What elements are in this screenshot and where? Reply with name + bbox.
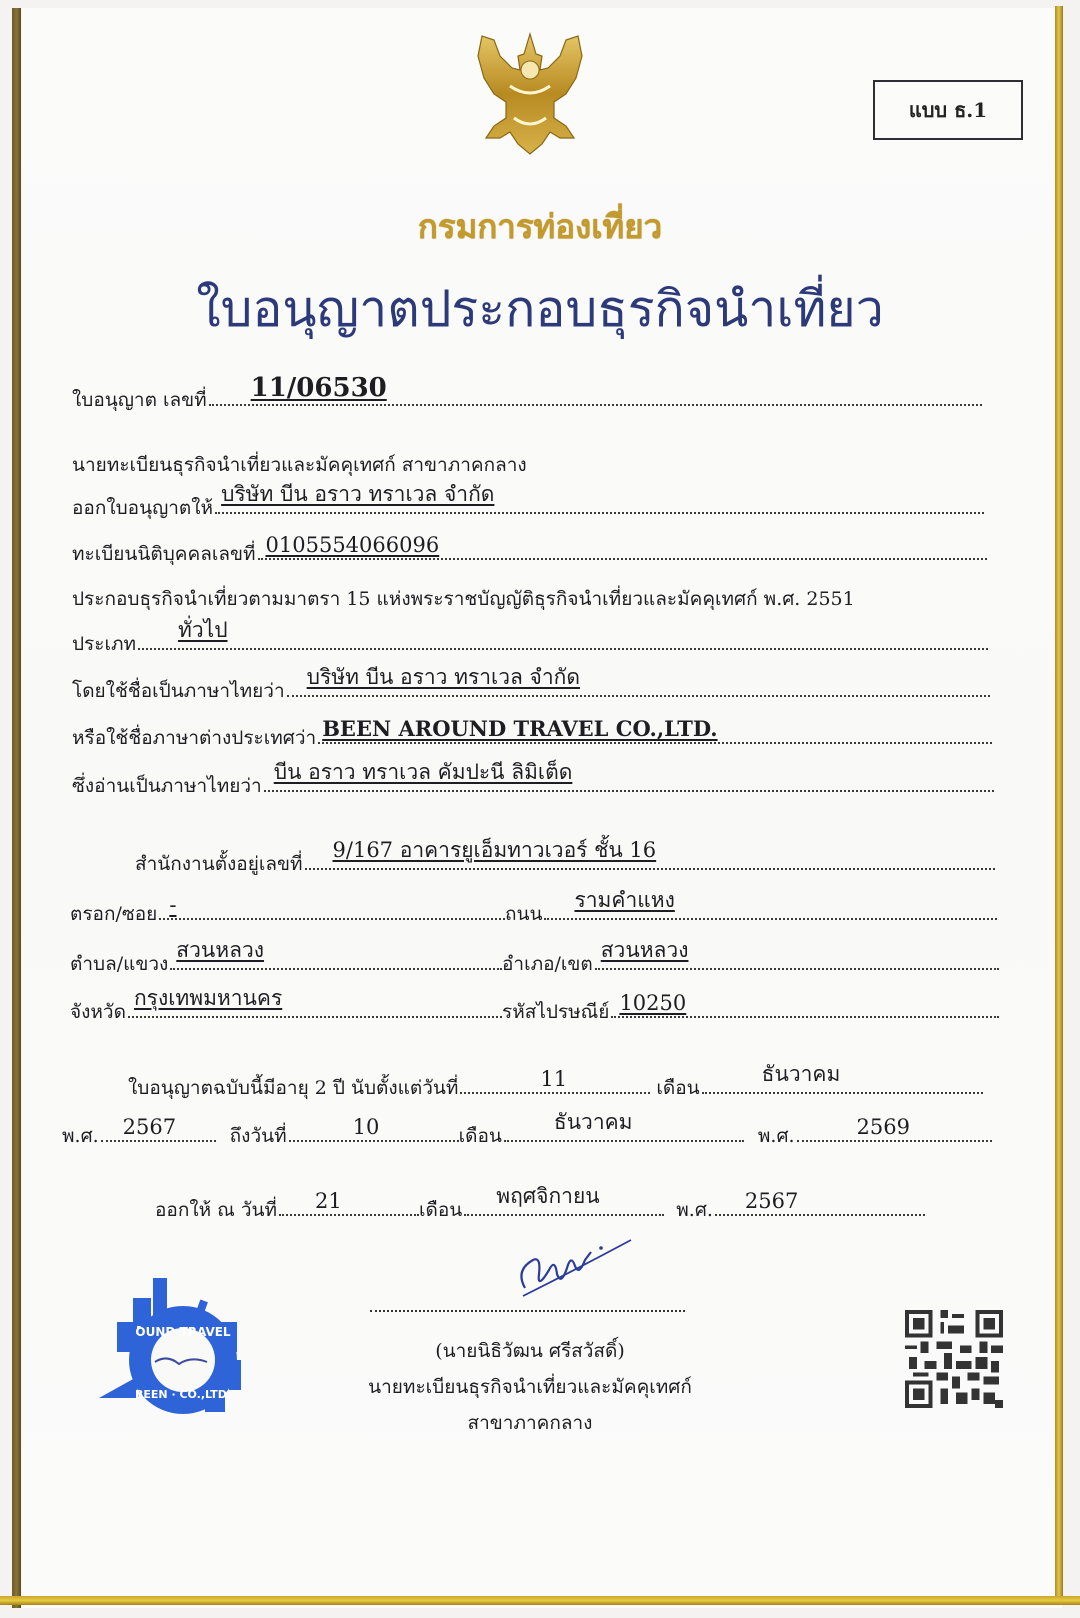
soi-row bbox=[70, 893, 505, 929]
office-value: 9/167 อาคารยูเอ็มทาวเวอร์ ชั้น 16 bbox=[332, 838, 657, 862]
issued-month: พฤศจิกายน bbox=[496, 1184, 600, 1208]
company-stamp-icon bbox=[95, 1270, 265, 1420]
issued-year: 2567 bbox=[744, 1189, 799, 1213]
issued-date-row bbox=[155, 1184, 925, 1225]
province-label: จังหวัด bbox=[70, 1001, 126, 1023]
soi-label: ตรอก/ซอย bbox=[70, 903, 158, 925]
signatory-branch: สาขาภาคกลาง bbox=[467, 1412, 593, 1434]
from-month: ธันวาคม bbox=[761, 1062, 841, 1086]
issued-label: ออกให้ ณ วันที่ bbox=[155, 1199, 278, 1221]
signature-mark bbox=[505, 1230, 635, 1300]
act-line bbox=[72, 584, 855, 614]
issued-month-label: เดือน bbox=[419, 1199, 463, 1221]
province-row bbox=[70, 986, 502, 1027]
issued-to-value: บริษัท บีน อราว ทราเวล จำกัด bbox=[221, 482, 495, 506]
to-year-label: พ.ศ. bbox=[757, 1125, 795, 1147]
to-month: ธันวาคม bbox=[553, 1110, 633, 1134]
validity-row-1 bbox=[128, 1062, 983, 1103]
road-label: ถนน bbox=[505, 903, 543, 925]
district-value: สวนหลวง bbox=[600, 938, 689, 962]
reading-label: ซึ่งอ่านเป็นภาษาไทยว่า bbox=[72, 775, 262, 797]
province-value: กรุงเทพมหานคร bbox=[133, 986, 283, 1010]
subdistrict-value: สวนหลวง bbox=[176, 938, 265, 962]
qr-code-icon bbox=[905, 1310, 1003, 1408]
office-row bbox=[135, 838, 995, 879]
license-no-value: 11/06530 bbox=[250, 373, 387, 403]
from-day: 11 bbox=[540, 1067, 568, 1091]
district-label: อำเภอ/เขต bbox=[502, 953, 593, 975]
to-day: 10 bbox=[352, 1115, 380, 1139]
from-year-label: พ.ศ. bbox=[62, 1125, 99, 1147]
thai-name-value: บริษัท บีน อราว ทราเวล จำกัด bbox=[306, 665, 580, 689]
thai-name-row bbox=[72, 665, 990, 706]
road-row bbox=[505, 888, 997, 929]
juristic-no-value: 0105554066096 bbox=[265, 533, 440, 557]
signatory-position: นายทะเบียนธุรกิจนำเที่ยวและมัคคุเทศก์ bbox=[368, 1376, 692, 1398]
validity-intro: ใบอนุญาตฉบับนี้มีอายุ 2 ปี นับตั้งแต่วันที่ bbox=[128, 1077, 459, 1099]
signature-line bbox=[370, 1310, 685, 1312]
validity-row-2 bbox=[62, 1110, 992, 1151]
to-day-label: ถึงวันที่ bbox=[229, 1125, 287, 1147]
type-value: ทั่วไป bbox=[178, 618, 228, 642]
license-no-row bbox=[72, 373, 982, 415]
foreign-name-value: BEEN AROUND TRAVEL CO.,LTD. bbox=[322, 716, 718, 741]
garuda-emblem-icon bbox=[470, 26, 590, 164]
foreign-name-label: หรือใช้ชื่อภาษาต่างประเทศว่า bbox=[72, 727, 317, 749]
subdistrict-row bbox=[70, 938, 502, 979]
reading-value: บีน อราว ทราเวล คัมปะนี ลิมิเต็ด bbox=[273, 760, 573, 784]
svg-text:OUND TRAVEL: OUND TRAVEL bbox=[135, 1325, 231, 1339]
reading-row bbox=[72, 760, 994, 801]
department-name: กรมการท่องเที่ยว bbox=[417, 207, 663, 246]
issued-to-row bbox=[72, 482, 984, 523]
type-label: ประเภท bbox=[72, 633, 137, 655]
postcode-row bbox=[502, 991, 999, 1027]
registrar-line bbox=[72, 450, 527, 480]
to-month-label: เดือน bbox=[458, 1125, 502, 1147]
act-text: ประกอบธุรกิจนำเที่ยวตามมาตรา 15 แห่งพระราชบัญญัติธุรกิจนำเที่ยวและมัคคุเทศก์ พ.ศ. 2551 bbox=[72, 588, 855, 610]
subdistrict-label: ตำบล/แขวง bbox=[70, 953, 169, 975]
license-no-label: ใบอนุญาต เลขที่ bbox=[72, 389, 207, 411]
form-code: แบบ ธ.1 bbox=[908, 98, 988, 122]
juristic-no-row bbox=[72, 533, 987, 569]
from-year: 2567 bbox=[122, 1115, 177, 1139]
bottom-border bbox=[0, 1596, 1080, 1605]
signatory-name: (นายนิธิวัฒน ศรีสวัสดิ์) bbox=[435, 1340, 625, 1362]
office-label: สำนักงานตั้งอยู่เลขที่ bbox=[135, 853, 303, 875]
registrar-text: นายทะเบียนธุรกิจนำเที่ยวและมัคคุเทศก์ สาขาภาคกลาง bbox=[72, 454, 527, 476]
foreign-name-row bbox=[72, 716, 992, 753]
issued-to-label: ออกใบอนุญาตให้ bbox=[72, 497, 214, 519]
from-month-label: เดือน bbox=[656, 1077, 700, 1099]
to-year: 2569 bbox=[856, 1115, 910, 1139]
form-code-box bbox=[873, 80, 1023, 140]
postcode-value: 10250 bbox=[619, 991, 687, 1015]
issued-day: 21 bbox=[315, 1189, 342, 1213]
type-row bbox=[72, 618, 988, 659]
document-title: ใบอนุญาตประกอบธุรกิจนำเที่ยว bbox=[196, 280, 884, 338]
road-value: รามคำแหง bbox=[574, 888, 675, 912]
postcode-label: รหัสไปรษณีย์ bbox=[502, 1001, 610, 1023]
issued-year-label: พ.ศ. bbox=[676, 1199, 713, 1221]
district-row bbox=[502, 938, 999, 979]
soi-value: - bbox=[169, 893, 177, 917]
juristic-no-label: ทะเบียนนิติบุคคลเลขที่ bbox=[72, 543, 256, 565]
thai-name-label: โดยใช้ชื่อเป็นภาษาไทยว่า bbox=[72, 680, 285, 702]
signatory-block bbox=[330, 1336, 730, 1438]
svg-text:BEEN · CO.,LTD.: BEEN · CO.,LTD. bbox=[135, 1388, 231, 1401]
